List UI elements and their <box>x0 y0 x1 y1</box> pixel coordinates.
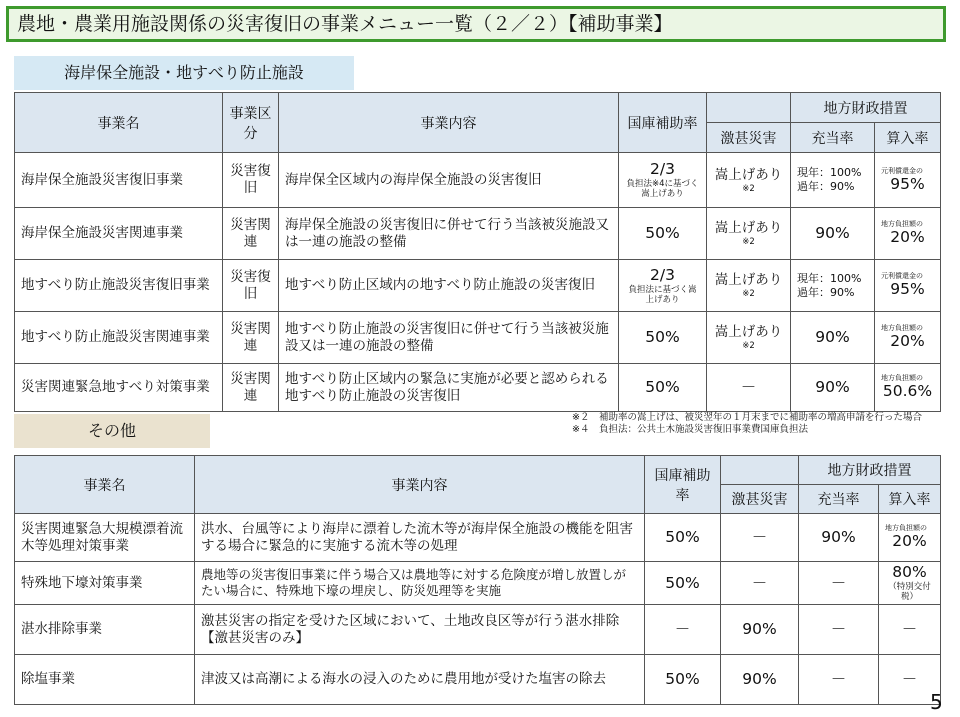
header-sannyu: 算入率 <box>875 123 941 153</box>
cell-name: 地すべり防止施設災害復旧事業 <box>15 260 223 312</box>
cell-naiyo: 地すべり防止区域内の地すべり防止施設の災害復旧 <box>279 260 619 312</box>
cell-juto: 現年：100% 過年：90% <box>791 153 875 208</box>
table-row <box>15 514 941 562</box>
cell-naiyo: 海岸保全区域内の海岸保全施設の災害復旧 <box>279 153 619 208</box>
header-naiyo: 事業内容 <box>279 93 619 153</box>
header-kokko: 国庫補助率 <box>645 456 721 514</box>
cell-naiyo: 農地等の災害復旧事業に伴う場合又は農地等に対する危険度が増し放置しがたい場合に、特殊地下壕の埋戻し、防災処理等を実施 <box>195 562 645 605</box>
header-gekijin-top <box>707 93 791 123</box>
cell-juto: 90% <box>791 364 875 412</box>
cell-name: 災害関連緊急地すべり対策事業 <box>15 364 223 412</box>
cell-juto: 90% <box>791 312 875 364</box>
cell-juto: － <box>799 655 879 705</box>
header-gekijin: 激甚災害 <box>707 123 791 153</box>
cell-kubun: 災害復旧 <box>223 260 279 312</box>
cell-name: 湛水排除事業 <box>15 605 195 655</box>
cell-kokko: 2/3 負担法に基づく嵩上げあり <box>619 260 707 312</box>
cell-gekijin: － <box>721 514 799 562</box>
cell-gekijin: 嵩上げあり ※2 <box>707 153 791 208</box>
cell-naiyo: 地すべり防止施設の災害復旧に併せて行う当該被災施設又は一連の施設の整備 <box>279 312 619 364</box>
cell-name: 海岸保全施設災害復旧事業 <box>15 153 223 208</box>
coast-landslide-table <box>14 92 941 412</box>
table-row <box>15 208 941 260</box>
header-juto: 充当率 <box>791 123 875 153</box>
other-table <box>14 455 941 705</box>
cell-juto: 90% <box>791 208 875 260</box>
table-row <box>15 605 941 655</box>
header-naiyo: 事業内容 <box>195 456 645 514</box>
cell-kokko: 2/3 負担法※4に基づく嵩上げあり <box>619 153 707 208</box>
cell-name: 海岸保全施設災害関連事業 <box>15 208 223 260</box>
section-label-other: その他 <box>14 414 210 448</box>
cell-kubun: 災害関連 <box>223 312 279 364</box>
header-gekijin-top <box>721 456 799 485</box>
cell-gekijin: 90% <box>721 605 799 655</box>
cell-naiyo: 海岸保全施設の災害復旧に併せて行う当該被災施設又は一連の施設の整備 <box>279 208 619 260</box>
cell-kokko: 50% <box>645 514 721 562</box>
cell-naiyo: 津波又は高潮による海水の浸入のために農用地が受けた塩害の除去 <box>195 655 645 705</box>
cell-sannyu: 地方負担額の 20% <box>875 312 941 364</box>
table-row <box>15 153 941 208</box>
footnote-4: ※４ 負担法：公共土木施設災害復旧事業費国庫負担法 <box>572 424 808 435</box>
cell-juto: － <box>799 605 879 655</box>
header-gekijin: 激甚災害 <box>721 485 799 514</box>
cell-sannyu: 80% （特別交付税） <box>879 562 941 605</box>
cell-kokko: 50% <box>619 364 707 412</box>
cell-kubun: 災害関連 <box>223 364 279 412</box>
page-number: 5 <box>930 690 943 714</box>
table-row <box>15 260 941 312</box>
cell-sannyu: 地方負担額の 50.6% <box>875 364 941 412</box>
table-row <box>15 312 941 364</box>
page-title: 農地・農業用施設関係の災害復旧の事業メニュー一覧（２／２）【補助事業】 <box>6 6 946 42</box>
cell-naiyo: 洪水、台風等により海岸に漂着した流木等が海岸保全施設の機能を阻害する場合に緊急的に実施する流木等の処理 <box>195 514 645 562</box>
cell-juto: － <box>799 562 879 605</box>
header-name: 事業名 <box>15 456 195 514</box>
section-label-coast-landslide: 海岸保全施設・地すべり防止施設 <box>14 56 354 90</box>
cell-kubun: 災害関連 <box>223 208 279 260</box>
header-name: 事業名 <box>15 93 223 153</box>
cell-gekijin: － <box>707 364 791 412</box>
cell-sannyu: 元利償還金の 95% <box>875 260 941 312</box>
cell-gekijin: － <box>721 562 799 605</box>
cell-sannyu: 地方負担額の 20% <box>875 208 941 260</box>
cell-sannyu: － <box>879 605 941 655</box>
cell-gekijin: 嵩上げあり ※2 <box>707 312 791 364</box>
cell-gekijin: 嵩上げあり ※2 <box>707 260 791 312</box>
cell-sannyu: 元利償還金の 95% <box>875 153 941 208</box>
cell-sannyu: － <box>879 655 941 705</box>
header-juto: 充当率 <box>799 485 879 514</box>
cell-gekijin: 90% <box>721 655 799 705</box>
table-row <box>15 562 941 605</box>
cell-name: 特殊地下壕対策事業 <box>15 562 195 605</box>
header-kokko: 国庫補助率 <box>619 93 707 153</box>
cell-kokko: － <box>645 605 721 655</box>
footnotes <box>572 412 922 436</box>
cell-gekijin: 嵩上げあり ※2 <box>707 208 791 260</box>
cell-name: 除塩事業 <box>15 655 195 705</box>
header-chiho: 地方財政措置 <box>799 456 941 485</box>
cell-kokko: 50% <box>619 208 707 260</box>
cell-sannyu: 地方負担額の 20% <box>879 514 941 562</box>
cell-kubun: 災害復旧 <box>223 153 279 208</box>
header-kubun: 事業区分 <box>223 93 279 153</box>
cell-kokko: 50% <box>645 562 721 605</box>
cell-name: 地すべり防止施設災害関連事業 <box>15 312 223 364</box>
cell-juto: 現年：100% 過年：90% <box>791 260 875 312</box>
table-row <box>15 364 941 412</box>
footnote-2: ※２ 補助率の嵩上げは、被災翌年の１月末までに補助率の増高申請を行った場合 <box>572 412 922 423</box>
cell-name: 災害関連緊急大規模漂着流木等処理対策事業 <box>15 514 195 562</box>
header-chiho: 地方財政措置 <box>791 93 941 123</box>
cell-naiyo: 激甚災害の指定を受けた区域において、土地改良区等が行う湛水排除 【激甚災害のみ】 <box>195 605 645 655</box>
table-row <box>15 655 941 705</box>
cell-juto: 90% <box>799 514 879 562</box>
cell-naiyo: 地すべり防止区域内の緊急に実施が必要と認められる地すべり防止施設の災害復旧 <box>279 364 619 412</box>
cell-kokko: 50% <box>645 655 721 705</box>
cell-kokko: 50% <box>619 312 707 364</box>
header-sannyu: 算入率 <box>879 485 941 514</box>
